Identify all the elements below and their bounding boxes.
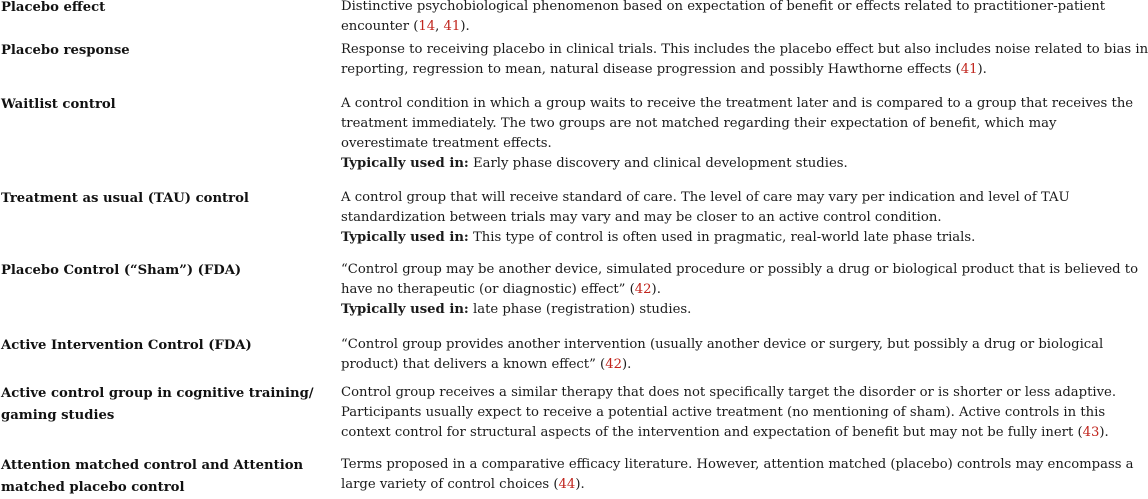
definition-text: encounter ( <box>341 19 419 34</box>
definition-line <box>341 94 1134 114</box>
term-line: matched placebo control <box>1 480 185 495</box>
term-line: Active Intervention Control (FDA) <box>1 338 252 353</box>
definition-cell <box>341 188 1083 248</box>
definition-text: “Control group provides another intervention (usually another device or surgery, but possibly a drug or biological <box>341 337 1104 352</box>
definition-line <box>341 188 1083 208</box>
definition-text: Control group receives a similar therapy that does not specifically target the disorder or is shorter or less adaptive. <box>341 385 1117 400</box>
term-line: Active control group in cognitive training/ <box>1 386 314 401</box>
definition-line <box>341 154 1083 174</box>
definition-line <box>341 455 1134 475</box>
definition-text: treatment immediately. The two groups are not matched regarding their expectation of benefit, which may <box>341 116 1057 131</box>
definition-cell <box>341 335 1104 375</box>
definition-text: This type of control is often used in pragmatic, real-world late phase trials. <box>468 230 976 245</box>
definition-text: , <box>435 19 444 34</box>
term-cell <box>1 383 314 427</box>
definition-cell <box>341 455 1134 495</box>
definition-line <box>341 17 1083 37</box>
term-line: Placebo effect <box>1 0 106 15</box>
definition-line <box>341 208 1083 228</box>
definition-line <box>341 280 1083 300</box>
definition-text: Participants usually expect to receive a potential active treatment (no mentioning of sham). Active controls in this <box>341 405 1106 420</box>
definition-text: A control condition in which a group waits to receive the treatment later and is compared to a group that receives the <box>341 96 1134 111</box>
definition-line <box>341 228 1083 248</box>
definition-text: ). <box>460 19 470 34</box>
definition-text: ). <box>575 477 585 492</box>
definition-cell <box>341 383 1117 443</box>
term-cell <box>1 335 301 357</box>
definition-text: Response to receiving placebo in clinical trials. This includes the placebo effect but also includes noise related to bias in <box>341 42 1148 57</box>
definition-text: ). <box>621 357 632 372</box>
term-line: gaming studies <box>1 408 115 423</box>
term-line: Attention matched control and Attention <box>1 458 304 473</box>
term-cell <box>1 40 301 62</box>
reference-link[interactable]: 43 <box>1082 425 1100 440</box>
definition-text: A control group that will receive standard of care. The level of care may vary per indication and level of TAU <box>341 190 1070 205</box>
definition-text: overestimate treatment effects. <box>341 136 552 151</box>
reference-link[interactable]: 41 <box>443 19 461 34</box>
term-cell <box>1 260 301 282</box>
definition-text: late phase (registration) studies. <box>468 302 692 317</box>
term-line: Waitlist control <box>1 97 116 112</box>
definition-line <box>341 60 1083 80</box>
term-cell <box>1 94 301 116</box>
definition-text: reporting, regression to mean, natural disease progression and possibly Hawthorne effects ( <box>341 62 961 77</box>
definition-line <box>341 300 1083 320</box>
definition-text: product) that delivers a known effect” ( <box>341 357 606 372</box>
definition-text: Distinctive psychobiological phenomenon based on expectation of benefit or effects related to practitioner-patient <box>341 0 1106 14</box>
term-cell <box>1 0 301 19</box>
term-cell <box>1 455 304 499</box>
definition-cell <box>341 0 1106 37</box>
reference-link[interactable]: 42 <box>634 282 652 297</box>
reference-link[interactable]: 44 <box>558 477 576 492</box>
usage-label: Typically used in: <box>341 302 469 317</box>
definition-text: ). <box>1099 425 1109 440</box>
reference-link[interactable]: 42 <box>605 357 622 372</box>
definition-text: “Control group may be another device, simulated procedure or possibly a drug or biological product that is believed to <box>341 262 1139 277</box>
definition-text: ). <box>651 282 661 297</box>
reference-link[interactable]: 14 <box>418 19 436 34</box>
definition-line <box>341 260 1139 280</box>
definition-text: context control for structural aspects of the intervention and expectation of benefit but may not be fully inert ( <box>341 425 1083 440</box>
definition-text: ). <box>977 62 987 77</box>
definition-line <box>341 40 1148 60</box>
definition-text: standardization between trials may vary and may be closer to an active control condition. <box>341 210 942 225</box>
definition-text: large variety of control choices ( <box>341 477 559 492</box>
term-line: Placebo Control (“Sham”) (FDA) <box>1 263 242 278</box>
usage-label: Typically used in: <box>341 230 469 245</box>
definition-line <box>341 475 1083 495</box>
definition-cell <box>341 40 1148 80</box>
definition-line <box>341 335 1104 355</box>
definition-line <box>341 423 1109 443</box>
definition-line <box>341 114 1083 134</box>
term-cell <box>1 188 301 210</box>
definition-cell <box>341 94 1134 174</box>
reference-link[interactable]: 41 <box>960 62 978 77</box>
definition-line <box>341 0 1106 17</box>
term-line: Placebo response <box>1 43 130 58</box>
term-line: Treatment as usual (TAU) control <box>1 191 249 206</box>
definition-text: Terms proposed in a comparative efficacy literature. However, attention matched (placebo) controls may encompass a <box>341 457 1134 472</box>
definition-line <box>341 355 1083 375</box>
definition-line <box>341 134 1083 154</box>
usage-label: Typically used in: <box>341 156 469 171</box>
definition-line <box>341 383 1117 403</box>
definition-text: have no therapeutic (or diagnostic) effect” ( <box>341 282 635 297</box>
definition-line <box>341 403 1106 423</box>
definition-text: Early phase discovery and clinical development studies. <box>468 156 848 171</box>
definition-cell <box>341 260 1139 320</box>
